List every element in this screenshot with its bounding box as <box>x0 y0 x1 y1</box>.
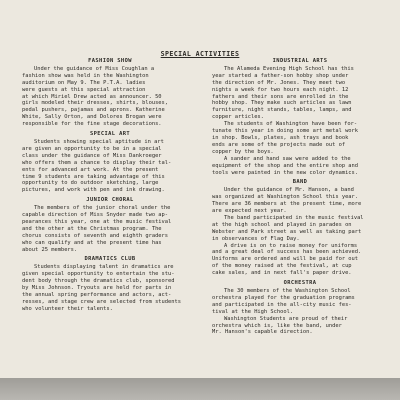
page-edge-shadow <box>0 378 400 400</box>
section-heading: INDUSTRIAL ARTS <box>272 58 328 64</box>
section-junior-choral <box>22 197 198 253</box>
right-column <box>212 58 388 339</box>
paragraph: Washington Students are proud of their orchestra which is, like the band, under Mr. Hanson's capable direction. <box>212 315 348 336</box>
section-special-art <box>22 131 198 194</box>
paragraph: The Alameda Evening High School has this year started a father-son hobby shop under the direction of Mr. Jones. They meet two nights a week for two hours each night. 12 fathers and their sons are enrolled in the hobby shop. They make such articles as lawn furniture, night stands, tables, lamps, and copper articles. <box>212 65 354 121</box>
paragraph: A drive is on to raise money for uniforms and a great deal of success has been achieved. Uniforms are ordered and will be paid for out of the money raised at the festival, at cup cake sales, and in next fall's paper drive. <box>212 242 362 277</box>
paragraph: Students showing special aptitude in art are given an opportunity to be in a special class under the guidance of Miss Dankroeger who offers them a chance to display their tal- ents for advanced art work. At the present time 9 students are taking advantage of this opportunity to do outdoor sketching, large pictures, and work with pen and ink drawing. <box>22 138 172 194</box>
paragraph: A sander and hand saw were added to the equipment of the shop and the entire shop and tools were painted in the new color dynamics. <box>212 155 359 176</box>
section-heading: BAND <box>292 179 308 186</box>
page-title: SPECIAL ACTIVITIES <box>160 50 240 58</box>
section-dramatics-club <box>22 256 198 312</box>
section-fashion-show <box>22 58 198 128</box>
paragraph: Students displaying talent in dramatics are given special opportunity to entertain the stu- dent body through the dramatics club, sponsored by Miss Johnson. Tryouts are held for parts in the annual spring performance and actors, act- resses, and stage crew are selected from students who volunteer their talents. <box>22 264 182 312</box>
section-heading: FASHION SHOW <box>88 58 132 64</box>
section-heading: SPECIAL ART <box>89 131 131 138</box>
section-heading: JUNIOR CHORAL <box>86 197 134 204</box>
paragraph: The students of Washington have been for- tunate this year in doing some art metal work in shop. Bowls, plates, ash trays and book ends are some of the projects made out of copper by the boys. <box>212 121 359 155</box>
paragraph: The 30 members of the Washington School orchestra played for the graduation programs and participated in the all-city music fes- tival at the High School. <box>212 288 355 315</box>
paragraph: The members of the junior choral under the capable direction of Miss Snyder made two ap- pearances this year, one at the music festival and the other at the Christmas program. The chorus consists of seventh and eighth graders who can qualify and at the present time has about 25 members. <box>22 205 172 253</box>
section-orchestra <box>212 280 388 336</box>
paragraph: The band participated in the music festival at the high school and played in parades on Webster and Park street as well as taking part in observances of Flag Day. <box>212 214 364 242</box>
section-heading: DRAMATICS CLUB <box>84 256 136 263</box>
paragraph: Under the guidance of Miss Coughlan a fashion show was held in the Washington auditorium on May 9. The P.T.A. ladies were guests at this special attraction at which Miriel Drew acted as announcer. 50 girls modeled their dresses, shirts, blouses, pedal pushers, pajamas and aprons. Katherine White, Sally Orton, and Dolores Brogan were responsible for the fine stage decorations. <box>22 65 169 128</box>
left-column <box>22 58 198 316</box>
section-heading: ORCHESTRA <box>283 280 317 287</box>
section-band <box>212 179 388 277</box>
section-industrial-arts <box>212 58 388 176</box>
paragraph: Under the guidance of Mr. Hanson, a band was organized at Washington School this year. There are 36 members at the present time, more are expected next year. <box>212 187 362 215</box>
